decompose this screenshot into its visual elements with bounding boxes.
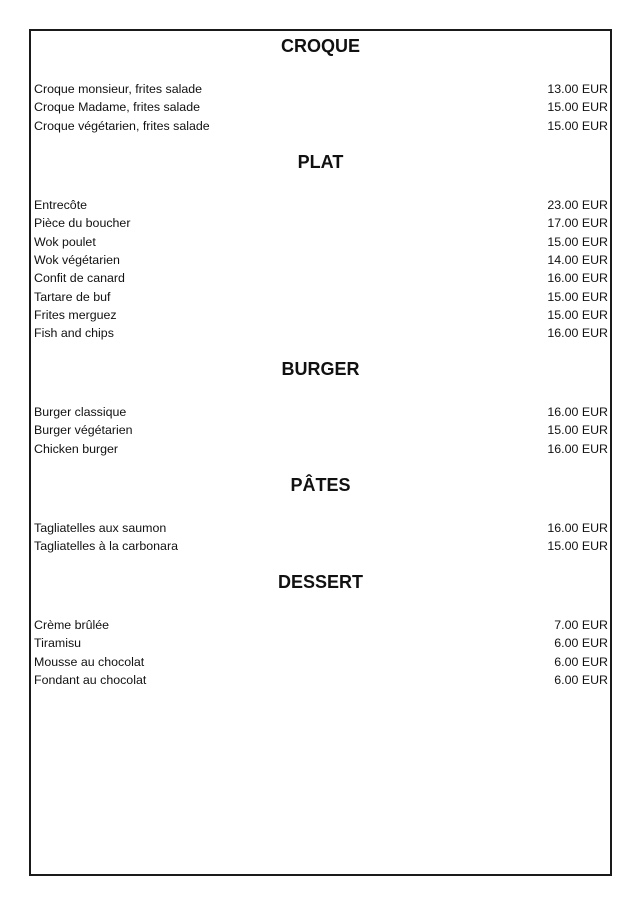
menu-item xyxy=(34,269,608,287)
item-name: Croque monsieur, frites salade xyxy=(34,82,203,97)
item-name: Entrecôte xyxy=(34,198,88,213)
section-items-dessert xyxy=(34,616,608,689)
item-name: Chicken burger xyxy=(34,441,119,456)
item-price: 16.00 EUR xyxy=(547,521,608,536)
menu-item xyxy=(34,519,608,537)
menu-item xyxy=(34,117,608,135)
menu-item xyxy=(34,421,608,439)
item-price: 14.00 EUR xyxy=(547,253,608,268)
item-name: Crème brûlée xyxy=(34,618,110,633)
item-price: 15.00 EUR xyxy=(547,423,608,438)
item-name: Tagliatelles aux saumon xyxy=(34,521,167,536)
menu-item xyxy=(34,616,608,634)
menu-item xyxy=(34,196,608,214)
section-items-burger xyxy=(34,403,608,458)
item-price: 16.00 EUR xyxy=(547,271,608,286)
section-title-plat: PLAT xyxy=(297,152,344,172)
menu-item xyxy=(34,671,608,689)
menu-item xyxy=(34,306,608,324)
menu-item xyxy=(34,80,608,98)
section-title-burger: BURGER xyxy=(281,359,360,379)
item-name: Croque Madame, frites salade xyxy=(34,100,200,115)
item-price: 15.00 EUR xyxy=(547,118,608,133)
item-name: Pièce du boucher xyxy=(34,216,131,231)
menu-item xyxy=(34,214,608,232)
section-items-croque xyxy=(34,80,608,135)
item-price: 17.00 EUR xyxy=(547,216,608,231)
section-title-croque: CROQUE xyxy=(280,36,360,56)
item-price: 6.00 EUR xyxy=(554,673,608,688)
section-items-pates xyxy=(34,519,608,556)
item-price: 16.00 EUR xyxy=(547,326,608,341)
menu-item xyxy=(34,324,608,342)
item-price: 15.00 EUR xyxy=(547,289,608,304)
menu-item xyxy=(34,251,608,269)
item-price: 23.00 EUR xyxy=(547,198,608,213)
item-price: 15.00 EUR xyxy=(547,234,608,249)
item-price: 13.00 EUR xyxy=(547,82,608,97)
item-name: Burger végétarien xyxy=(34,423,133,438)
menu-item xyxy=(34,403,608,421)
item-name: Burger classique xyxy=(34,405,127,420)
menu-item xyxy=(34,634,608,652)
section-title-pates: PÂTES xyxy=(290,475,351,495)
item-price: 15.00 EUR xyxy=(547,539,608,554)
item-price: 16.00 EUR xyxy=(547,441,608,456)
menu-item xyxy=(34,287,608,305)
item-name: Wok végétarien xyxy=(34,253,120,268)
item-name: Fish and chips xyxy=(34,326,114,341)
item-name: Fondant au chocolat xyxy=(34,673,147,688)
menu-frame xyxy=(29,29,612,876)
menu-item xyxy=(34,653,608,671)
item-name: Tiramisu xyxy=(34,636,82,651)
item-name: Croque végétarien, frites salade xyxy=(34,118,210,133)
item-price: 15.00 EUR xyxy=(547,307,608,322)
item-price: 16.00 EUR xyxy=(547,405,608,420)
item-price: 7.00 EUR xyxy=(554,618,608,633)
item-name: Wok poulet xyxy=(34,234,96,249)
section-title-dessert: DESSERT xyxy=(277,572,364,592)
menu-item xyxy=(34,233,608,251)
item-name: Tagliatelles à la carbonara xyxy=(34,539,178,554)
menu-item xyxy=(34,537,608,555)
item-price: 15.00 EUR xyxy=(547,100,608,115)
menu-item xyxy=(34,440,608,458)
menu-item xyxy=(34,98,608,116)
item-price: 6.00 EUR xyxy=(554,636,608,651)
item-name: Frites merguez xyxy=(34,307,117,322)
item-name: Tartare de buf xyxy=(34,289,111,304)
section-items-plat xyxy=(34,196,608,342)
item-name: Confit de canard xyxy=(34,271,125,286)
item-price: 6.00 EUR xyxy=(554,654,608,669)
item-name: Mousse au chocolat xyxy=(34,654,145,669)
